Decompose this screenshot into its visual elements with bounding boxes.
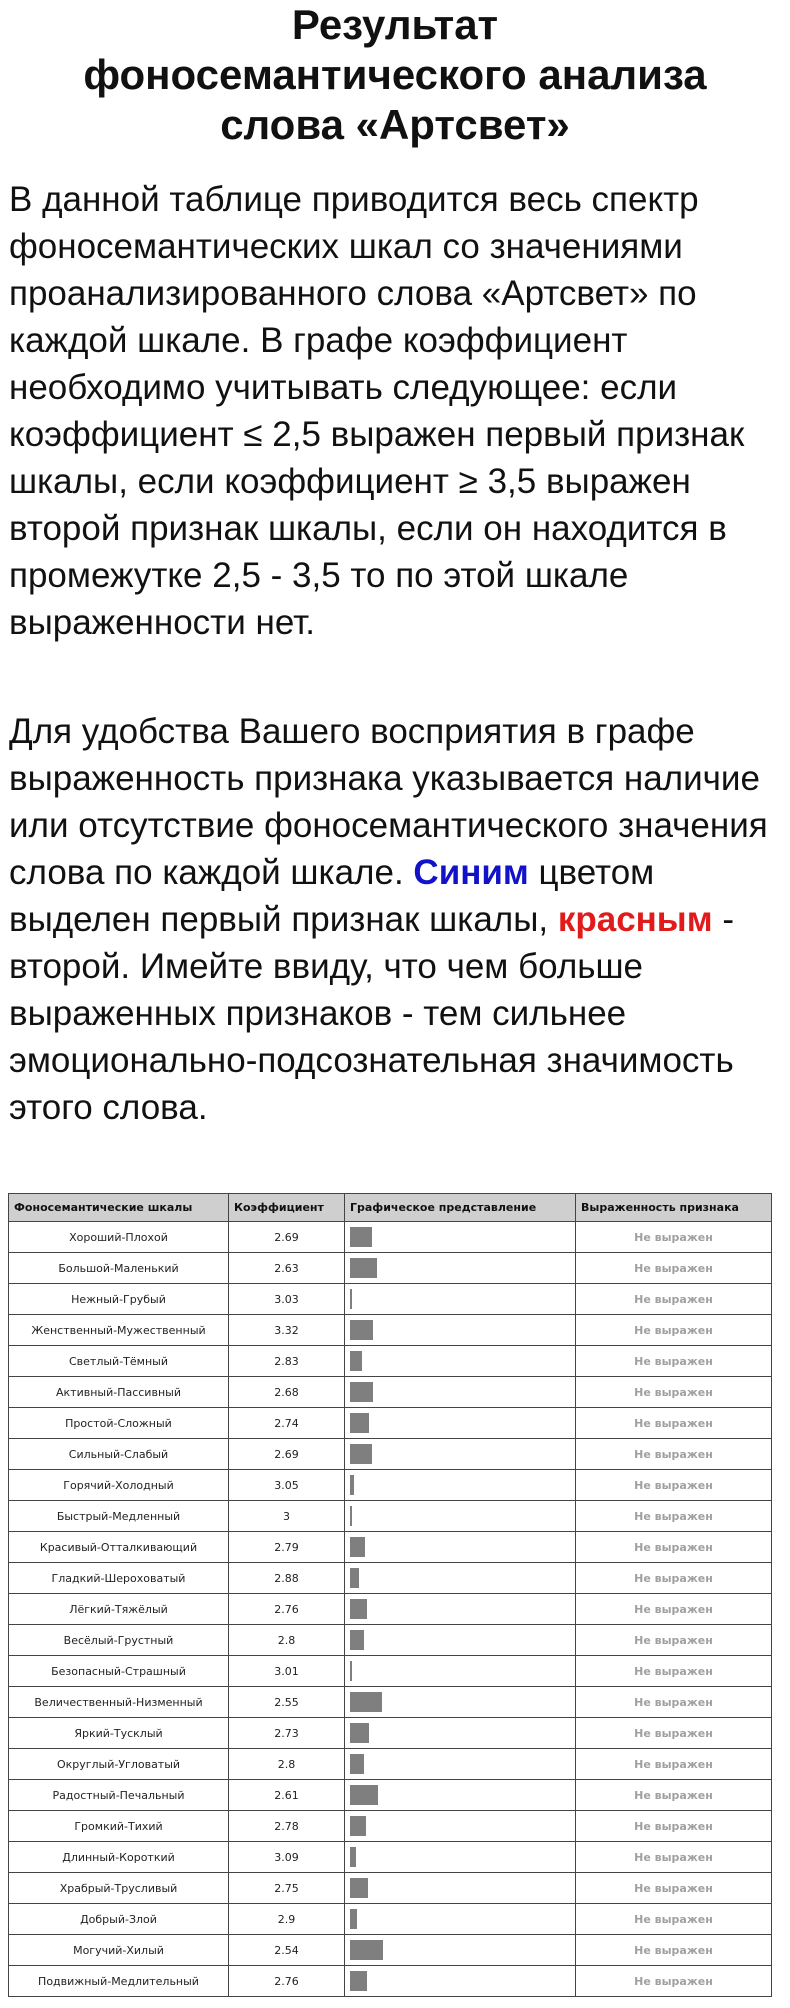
table-row xyxy=(9,1811,772,1842)
coefficient-value: 2.8 xyxy=(229,1749,345,1780)
scale-name: Нежный-Грубый xyxy=(9,1284,229,1315)
table-row xyxy=(9,1935,772,1966)
expression-status: Не выражен xyxy=(576,1749,772,1780)
paragraph-2-text-start: Для удобства Вашего восприятия в графе выраженность признака указывается наличие или отсутствие фоносемантического значения слова по каждой шкале. xyxy=(9,712,768,892)
coefficient-bar xyxy=(350,1227,372,1247)
scale-name: Красивый-Отталкивающий xyxy=(9,1532,229,1563)
coefficient-value: 3 xyxy=(229,1501,345,1532)
coefficient-bar xyxy=(350,1599,367,1619)
coefficient-bar xyxy=(350,1258,377,1278)
scale-name: Громкий-Тихий xyxy=(9,1811,229,1842)
coefficient-bar xyxy=(350,1568,359,1588)
expression-status: Не выражен xyxy=(576,1687,772,1718)
coefficient-bar xyxy=(350,1909,357,1929)
graph-cell xyxy=(345,1687,576,1718)
expression-status: Не выражен xyxy=(576,1501,772,1532)
table-row xyxy=(9,1842,772,1873)
table-row xyxy=(9,1904,772,1935)
expression-status: Не выражен xyxy=(576,1811,772,1842)
graph-cell xyxy=(345,1346,576,1377)
coefficient-value: 3.32 xyxy=(229,1315,345,1346)
coefficient-bar xyxy=(350,1692,382,1712)
graph-cell xyxy=(345,1811,576,1842)
expression-status: Не выражен xyxy=(576,1408,772,1439)
coefficient-bar xyxy=(350,1878,368,1898)
scale-name: Весёлый-Грустный xyxy=(9,1625,229,1656)
expression-status: Не выражен xyxy=(576,1718,772,1749)
graph-cell xyxy=(345,1625,576,1656)
table-row xyxy=(9,1222,772,1253)
expression-status: Не выражен xyxy=(576,1656,772,1687)
graph-cell xyxy=(345,1594,576,1625)
coefficient-bar xyxy=(350,1413,369,1433)
table-row xyxy=(9,1656,772,1687)
table-row xyxy=(9,1749,772,1780)
scale-name: Женственный-Мужественный xyxy=(9,1315,229,1346)
scale-name: Величественный-Низменный xyxy=(9,1687,229,1718)
table-header-row xyxy=(9,1194,772,1222)
expression-status: Не выражен xyxy=(576,1780,772,1811)
scale-name: Сильный-Слабый xyxy=(9,1439,229,1470)
expression-status: Не выражен xyxy=(576,1935,772,1966)
expression-status: Не выражен xyxy=(576,1966,772,1997)
scale-name: Большой-Маленький xyxy=(9,1253,229,1284)
header-scale: Фоносемантические шкалы xyxy=(9,1194,229,1222)
table-row xyxy=(9,1501,772,1532)
graph-cell xyxy=(345,1222,576,1253)
scale-name: Храбрый-Трусливый xyxy=(9,1873,229,1904)
expression-status: Не выражен xyxy=(576,1532,772,1563)
red-highlight-word: красным xyxy=(557,900,713,939)
table-row xyxy=(9,1532,772,1563)
graph-cell xyxy=(345,1780,576,1811)
page-title xyxy=(0,0,790,150)
expression-status: Не выражен xyxy=(576,1222,772,1253)
graph-cell xyxy=(345,1470,576,1501)
table-row xyxy=(9,1594,772,1625)
scale-name: Длинный-Короткий xyxy=(9,1842,229,1873)
intro-paragraph-2 xyxy=(9,708,784,1131)
graph-cell xyxy=(345,1904,576,1935)
coefficient-bar xyxy=(350,1754,364,1774)
coefficient-value: 2.76 xyxy=(229,1966,345,1997)
scale-name: Гладкий-Шероховатый xyxy=(9,1563,229,1594)
expression-status: Не выражен xyxy=(576,1439,772,1470)
coefficient-value: 2.76 xyxy=(229,1594,345,1625)
coefficient-bar xyxy=(350,1630,364,1650)
coefficient-bar xyxy=(350,1847,356,1867)
coefficient-value: 3.03 xyxy=(229,1284,345,1315)
coefficient-value: 3.09 xyxy=(229,1842,345,1873)
coefficient-value: 2.63 xyxy=(229,1253,345,1284)
coefficient-bar xyxy=(350,1289,352,1309)
table-row xyxy=(9,1470,772,1501)
header-graph: Графическое представление xyxy=(345,1194,576,1222)
scale-name: Хороший-Плохой xyxy=(9,1222,229,1253)
coefficient-value: 2.88 xyxy=(229,1563,345,1594)
graph-cell xyxy=(345,1439,576,1470)
expression-status: Не выражен xyxy=(576,1563,772,1594)
expression-status: Не выражен xyxy=(576,1594,772,1625)
table-row xyxy=(9,1966,772,1997)
coefficient-value: 2.54 xyxy=(229,1935,345,1966)
scale-name: Быстрый-Медленный xyxy=(9,1501,229,1532)
coefficient-value: 3.05 xyxy=(229,1470,345,1501)
coefficient-bar xyxy=(350,1537,365,1557)
scale-name: Активный-Пассивный xyxy=(9,1377,229,1408)
graph-cell xyxy=(345,1935,576,1966)
coefficient-value: 2.75 xyxy=(229,1873,345,1904)
blue-highlight-word: Синим xyxy=(413,853,529,892)
coefficient-value: 2.69 xyxy=(229,1222,345,1253)
title-line-1: Результат xyxy=(291,1,499,48)
coefficient-value: 2.61 xyxy=(229,1780,345,1811)
scale-name: Могучий-Хилый xyxy=(9,1935,229,1966)
table-body xyxy=(9,1222,772,1997)
expression-status: Не выражен xyxy=(576,1346,772,1377)
graph-cell xyxy=(345,1563,576,1594)
scale-name: Добрый-Злой xyxy=(9,1904,229,1935)
table-row xyxy=(9,1346,772,1377)
table-row xyxy=(9,1873,772,1904)
coefficient-value: 2.83 xyxy=(229,1346,345,1377)
graph-cell xyxy=(345,1284,576,1315)
coefficient-value: 2.69 xyxy=(229,1439,345,1470)
expression-status: Не выражен xyxy=(576,1470,772,1501)
coefficient-bar xyxy=(350,1506,352,1526)
scale-name: Простой-Сложный xyxy=(9,1408,229,1439)
scale-name: Радостный-Печальный xyxy=(9,1780,229,1811)
expression-status: Не выражен xyxy=(576,1625,772,1656)
expression-status: Не выражен xyxy=(576,1284,772,1315)
table-row xyxy=(9,1315,772,1346)
graph-cell xyxy=(345,1315,576,1346)
coefficient-value: 2.79 xyxy=(229,1532,345,1563)
expression-status: Не выражен xyxy=(576,1253,772,1284)
coefficient-value: 2.73 xyxy=(229,1718,345,1749)
coefficient-value: 2.9 xyxy=(229,1904,345,1935)
coefficient-value: 2.8 xyxy=(229,1625,345,1656)
table-row xyxy=(9,1687,772,1718)
expression-status: Не выражен xyxy=(576,1904,772,1935)
coefficient-value: 2.68 xyxy=(229,1377,345,1408)
scale-name: Подвижный-Медлительный xyxy=(9,1966,229,1997)
expression-status: Не выражен xyxy=(576,1315,772,1346)
expression-status: Не выражен xyxy=(576,1873,772,1904)
scale-name: Горячий-Холодный xyxy=(9,1470,229,1501)
graph-cell xyxy=(345,1532,576,1563)
title-line-3: слова «Артсвет» xyxy=(220,101,570,148)
coefficient-bar xyxy=(350,1320,373,1340)
intro-paragraph-1: В данной таблице приводится весь спектр фоносемантических шкал со значениями проанализированного слова «Артсвет» по каждой шкале. В графе коэффициент необходимо учитывать следующее: если коэффициент ≤ 2,5 выражен первый признак шкалы, если коэффициент ≥ 3,5 выражен второй признак шкалы, если он находится в промежутке 2,5 - 3,5 то по этой шкале выраженности нет. xyxy=(9,180,745,642)
table-row xyxy=(9,1439,772,1470)
phonosemantic-table xyxy=(8,1193,772,1997)
table-row xyxy=(9,1563,772,1594)
scale-name: Округлый-Угловатый xyxy=(9,1749,229,1780)
coefficient-bar xyxy=(350,1940,383,1960)
header-expression: Выраженность признака xyxy=(576,1194,772,1222)
graph-cell xyxy=(345,1966,576,1997)
scale-name: Светлый-Тёмный xyxy=(9,1346,229,1377)
graph-cell xyxy=(345,1253,576,1284)
scale-name: Яркий-Тусклый xyxy=(9,1718,229,1749)
coefficient-bar xyxy=(350,1661,352,1681)
graph-cell xyxy=(345,1749,576,1780)
table-row xyxy=(9,1718,772,1749)
graph-cell xyxy=(345,1873,576,1904)
scale-name: Лёгкий-Тяжёлый xyxy=(9,1594,229,1625)
graph-cell xyxy=(345,1408,576,1439)
table-row xyxy=(9,1284,772,1315)
expression-status: Не выражен xyxy=(576,1377,772,1408)
paragraph-2-text-end: - второй. Имейте ввиду, что чем больше выраженных признаков - тем сильнее эмоционально-подсознательная значимость этого слова. xyxy=(9,900,734,1127)
title-line-2: фоносемантического анализа xyxy=(83,51,707,98)
coefficient-bar xyxy=(350,1351,362,1371)
coefficient-bar xyxy=(350,1785,378,1805)
table-row xyxy=(9,1253,772,1284)
coefficient-bar xyxy=(350,1971,367,1991)
coefficient-bar xyxy=(350,1816,366,1836)
graph-cell xyxy=(345,1377,576,1408)
graph-cell xyxy=(345,1501,576,1532)
coefficient-bar xyxy=(350,1723,369,1743)
coefficient-value: 2.55 xyxy=(229,1687,345,1718)
coefficient-value: 3.01 xyxy=(229,1656,345,1687)
expression-status: Не выражен xyxy=(576,1842,772,1873)
graph-cell xyxy=(345,1718,576,1749)
coefficient-bar xyxy=(350,1475,354,1495)
scale-name: Безопасный-Страшный xyxy=(9,1656,229,1687)
graph-cell xyxy=(345,1656,576,1687)
graph-cell xyxy=(345,1842,576,1873)
coefficient-bar xyxy=(350,1444,372,1464)
coefficient-value: 2.78 xyxy=(229,1811,345,1842)
table-row xyxy=(9,1408,772,1439)
table-row xyxy=(9,1780,772,1811)
coefficient-value: 2.74 xyxy=(229,1408,345,1439)
table-row xyxy=(9,1377,772,1408)
header-coefficient: Коэффициент xyxy=(229,1194,345,1222)
paragraph-2-text-middle: цветом выделен первый признак шкалы, xyxy=(9,853,655,939)
coefficient-bar xyxy=(350,1382,373,1402)
table-row xyxy=(9,1625,772,1656)
